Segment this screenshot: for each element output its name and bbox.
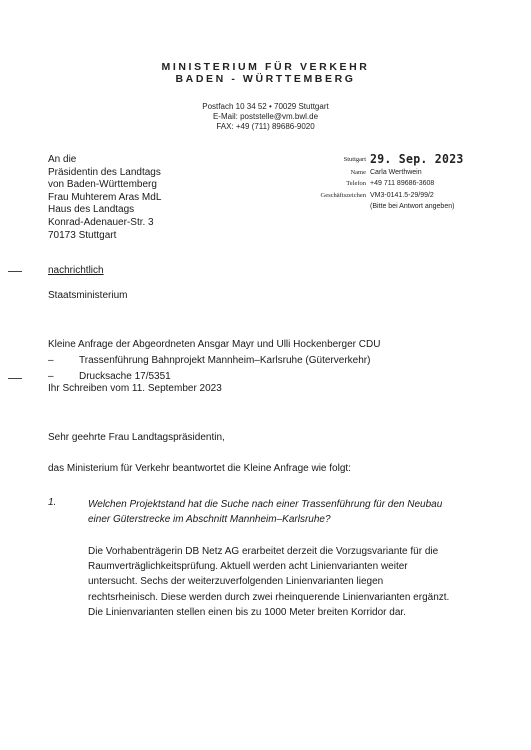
name-label: Name xyxy=(350,169,366,176)
ministry-email: E-Mail: poststelle@vm.bwl.de xyxy=(212,112,319,121)
postfach-address: Postfach 10 34 52 • 70029 Stuttgart xyxy=(202,102,329,111)
ministry-fax: FAX: +49 (711) 89686-9020 xyxy=(216,122,315,131)
question-line: Welchen Projektstand hat die Suche nach einer Trassenführung für den Neubau xyxy=(88,499,443,510)
answer-line: Raumverträglichkeitsprüfung. Aktuell werden acht Linienvarianten weiter xyxy=(88,561,408,573)
fold-mark xyxy=(8,271,22,272)
intro-text: das Ministerium für Verkehr beantwortet die Kleine Anfrage wie folgt: xyxy=(48,463,351,474)
answer-line: Die Linienvarianten stellen einen bis zu 1000 Meter breiten Korridor dar. xyxy=(88,606,406,618)
recipient-line: Präsidentin des Landtags xyxy=(48,166,161,178)
subject-title: Kleine Anfrage der Abgeordneten Ansgar Mayr und Ulli Hockenberger CDU xyxy=(48,339,381,350)
recipient-line: An die xyxy=(48,154,77,165)
ref-label: Geschäftszeichen xyxy=(320,192,366,199)
question-text xyxy=(88,497,508,527)
cc-label: nachrichtlich xyxy=(48,265,104,276)
recipient-address xyxy=(48,154,161,242)
question-line: einer Güterstrecke im Abschnitt Mannheim–Karlsruhe? xyxy=(88,514,331,525)
answer-paragraph xyxy=(88,544,508,620)
phone-label: Telefon xyxy=(346,180,366,187)
subject-topic: Trassenführung Bahnprojekt Mannheim–Karlsruhe (Güterverkehr) xyxy=(79,355,371,366)
ref-note: (Bitte bei Antwort angeben) xyxy=(370,203,455,210)
date-stamp: 29. Sep. 2023 xyxy=(370,151,464,166)
subject-reference: Ihr Schreiben vom 11. September 2023 xyxy=(48,383,222,394)
place-label: Stuttgart xyxy=(343,156,366,163)
answer-line: Die Vorhabenträgerin DB Netz AG erarbeitet derzeit die Vorzugsvariante für die xyxy=(88,546,439,557)
question-number: 1. xyxy=(48,497,57,508)
recipient-line: Haus des Landtags xyxy=(48,204,135,216)
name-value: Carla Werthwein xyxy=(370,169,422,176)
cc-recipient: Staatsministerium xyxy=(48,290,128,301)
ministry-name-line2: BADEN - WÜRTTEMBERG xyxy=(175,73,356,85)
recipient-line: 70173 Stuttgart xyxy=(48,229,117,241)
recipient-line: Konrad-Adenauer-Str. 3 xyxy=(48,216,154,228)
ministry-name-line1: MINISTERIUM FÜR VERKEHR xyxy=(161,61,370,73)
recipient-line: Frau Muhterem Aras MdL xyxy=(48,191,162,203)
subject-document-number: Drucksache 17/5351 xyxy=(79,371,171,382)
answer-line: untersucht. Sechs der weiterzuverfolgenden Linienvarianten liegen xyxy=(88,576,384,588)
answer-line: rechtsrheinisch. Diese werden durch zwei rheinquerende Linienvarianten ergänzt. xyxy=(88,591,450,603)
salutation: Sehr geehrte Frau Landtagspräsidentin, xyxy=(48,432,225,443)
subject-dash: – xyxy=(48,371,54,382)
phone-value: +49 711 89686-3608 xyxy=(370,180,435,187)
ref-value: VM3-0141.5-29/99/2 xyxy=(370,192,434,199)
recipient-line: von Baden-Württemberg xyxy=(48,179,157,191)
subject-dash: – xyxy=(48,355,54,366)
fold-mark xyxy=(8,378,22,379)
